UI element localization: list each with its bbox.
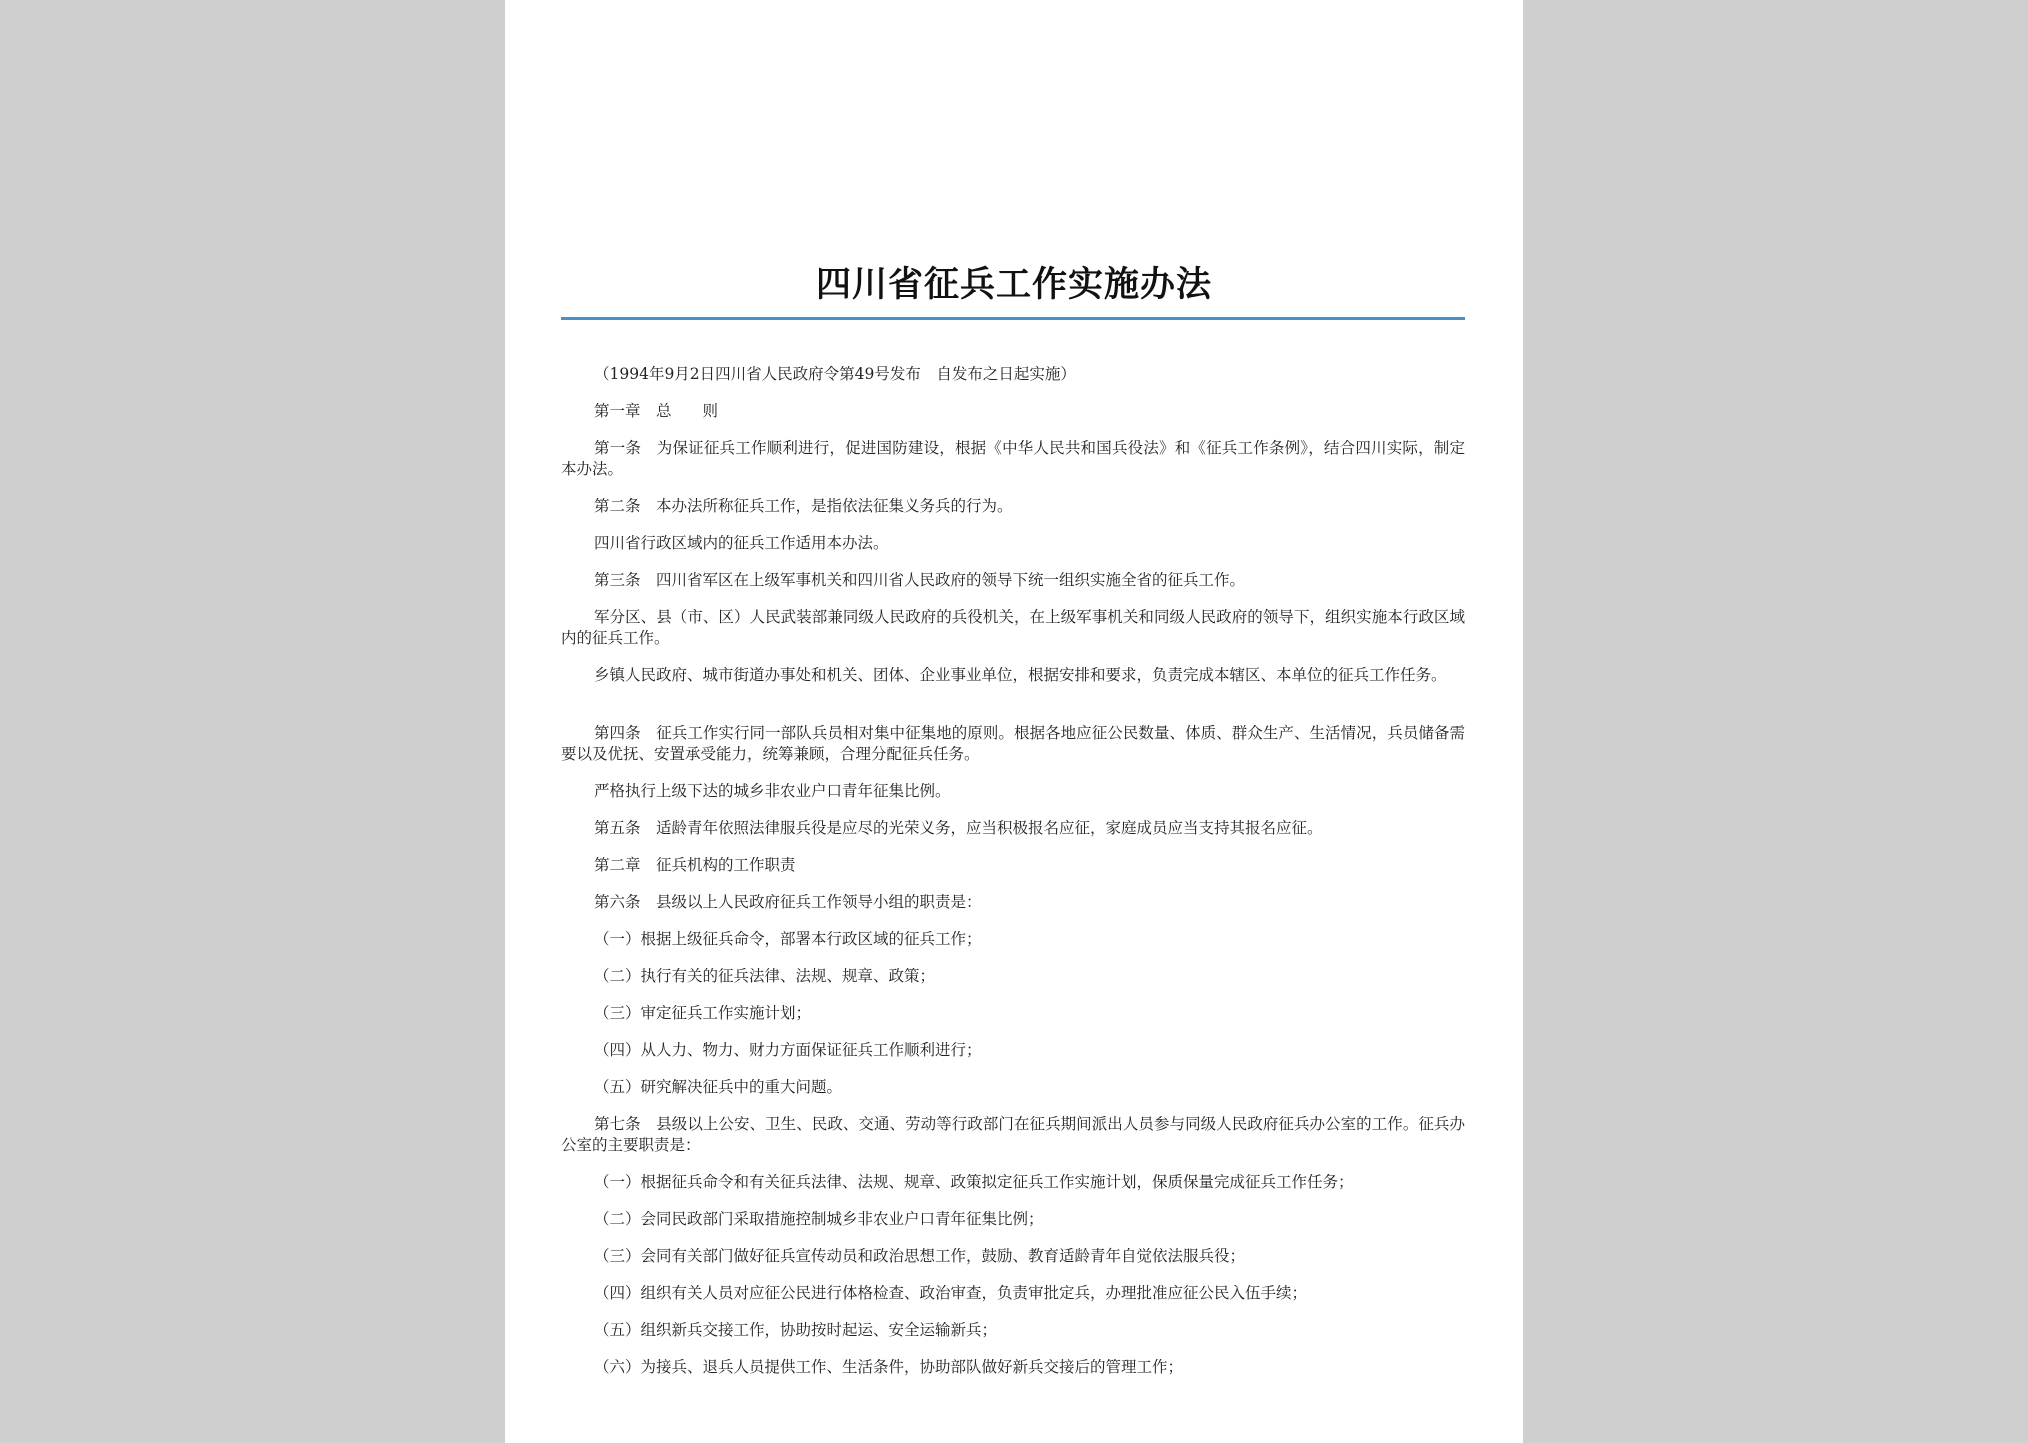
article-paragraph: 军分区、县（市、区）人民武装部兼同级人民政府的兵役机关，在上级军事机关和同级人民政府的领导下，组织实施本行政区域内的征兵工作。 bbox=[561, 608, 1465, 647]
list-item: （一）根据征兵命令和有关征兵法律、法规、规章、政策拟定征兵工作实施计划，保质保量完成征兵工作任务； bbox=[594, 1173, 1354, 1191]
article-paragraph: 第一条 为保证征兵工作顺利进行，促进国防建设，根据《中华人民共和国兵役法》和《征兵工作条例》，结合四川实际，制定本办法。 bbox=[561, 439, 1465, 478]
list-item: （五）研究解决征兵中的重大问题。 bbox=[594, 1078, 843, 1096]
title-underline bbox=[561, 317, 1465, 320]
list-item: （二）执行有关的征兵法律、法规、规章、政策； bbox=[594, 967, 936, 985]
article-paragraph: 第六条 县级以上人民政府征兵工作领导小组的职责是： bbox=[594, 893, 982, 911]
issuance-note: （1994年9月2日四川省人民政府令第49号发布 自发布之日起实施） bbox=[594, 365, 1076, 383]
document-title: 四川省征兵工作实施办法 bbox=[815, 264, 1212, 305]
list-item: （四）从人力、物力、财力方面保证征兵工作顺利进行； bbox=[594, 1041, 982, 1059]
article-paragraph: 乡镇人民政府、城市街道办事处和机关、团体、企业事业单位，根据安排和要求，负责完成本辖区、本单位的征兵工作任务。 bbox=[594, 666, 1447, 684]
list-item: （五）组织新兵交接工作，协助按时起运、安全运输新兵； bbox=[594, 1321, 998, 1339]
chapter-heading: 第二章 征兵机构的工作职责 bbox=[594, 856, 796, 874]
list-item: （四）组织有关人员对应征公民进行体格检查、政治审查，负责审批定兵，办理批准应征公民入伍手续； bbox=[594, 1284, 1308, 1302]
list-item: （二）会同民政部门采取措施控制城乡非农业户口青年征集比例； bbox=[594, 1210, 1044, 1228]
document-page bbox=[505, 0, 1523, 1443]
article-paragraph: 严格执行上级下达的城乡非农业户口青年征集比例。 bbox=[594, 782, 951, 800]
list-item: （一）根据上级征兵命令，部署本行政区域的征兵工作； bbox=[594, 930, 982, 948]
article-paragraph: 四川省行政区域内的征兵工作适用本办法。 bbox=[594, 534, 889, 552]
article-paragraph: 第三条 四川省军区在上级军事机关和四川省人民政府的领导下统一组织实施全省的征兵工作。 bbox=[594, 571, 1246, 589]
chapter-heading: 第一章 总 则 bbox=[594, 402, 719, 420]
list-item: （三）会同有关部门做好征兵宣传动员和政治思想工作，鼓励、教育适龄青年自觉依法服兵役； bbox=[594, 1247, 1246, 1265]
article-paragraph: 第五条 适龄青年依照法律服兵役是应尽的光荣义务，应当积极报名应征，家庭成员应当支持其报名应征。 bbox=[594, 819, 1323, 837]
article-paragraph: 第二条 本办法所称征兵工作，是指依法征集义务兵的行为。 bbox=[594, 497, 1013, 515]
article-paragraph: 第四条 征兵工作实行同一部队兵员相对集中征集地的原则。根据各地应征公民数量、体质、群众生产、生活情况，兵员储备需要以及优抚、安置承受能力，统筹兼顾，合理分配征兵任务。 bbox=[561, 724, 1465, 763]
list-item: （六）为接兵、退兵人员提供工作、生活条件，协助部队做好新兵交接后的管理工作； bbox=[594, 1358, 1184, 1376]
list-item: （三）审定征兵工作实施计划； bbox=[594, 1004, 812, 1022]
article-paragraph: 第七条 县级以上公安、卫生、民政、交通、劳动等行政部门在征兵期间派出人员参与同级人民政府征兵办公室的工作。征兵办公室的主要职责是： bbox=[561, 1115, 1465, 1154]
